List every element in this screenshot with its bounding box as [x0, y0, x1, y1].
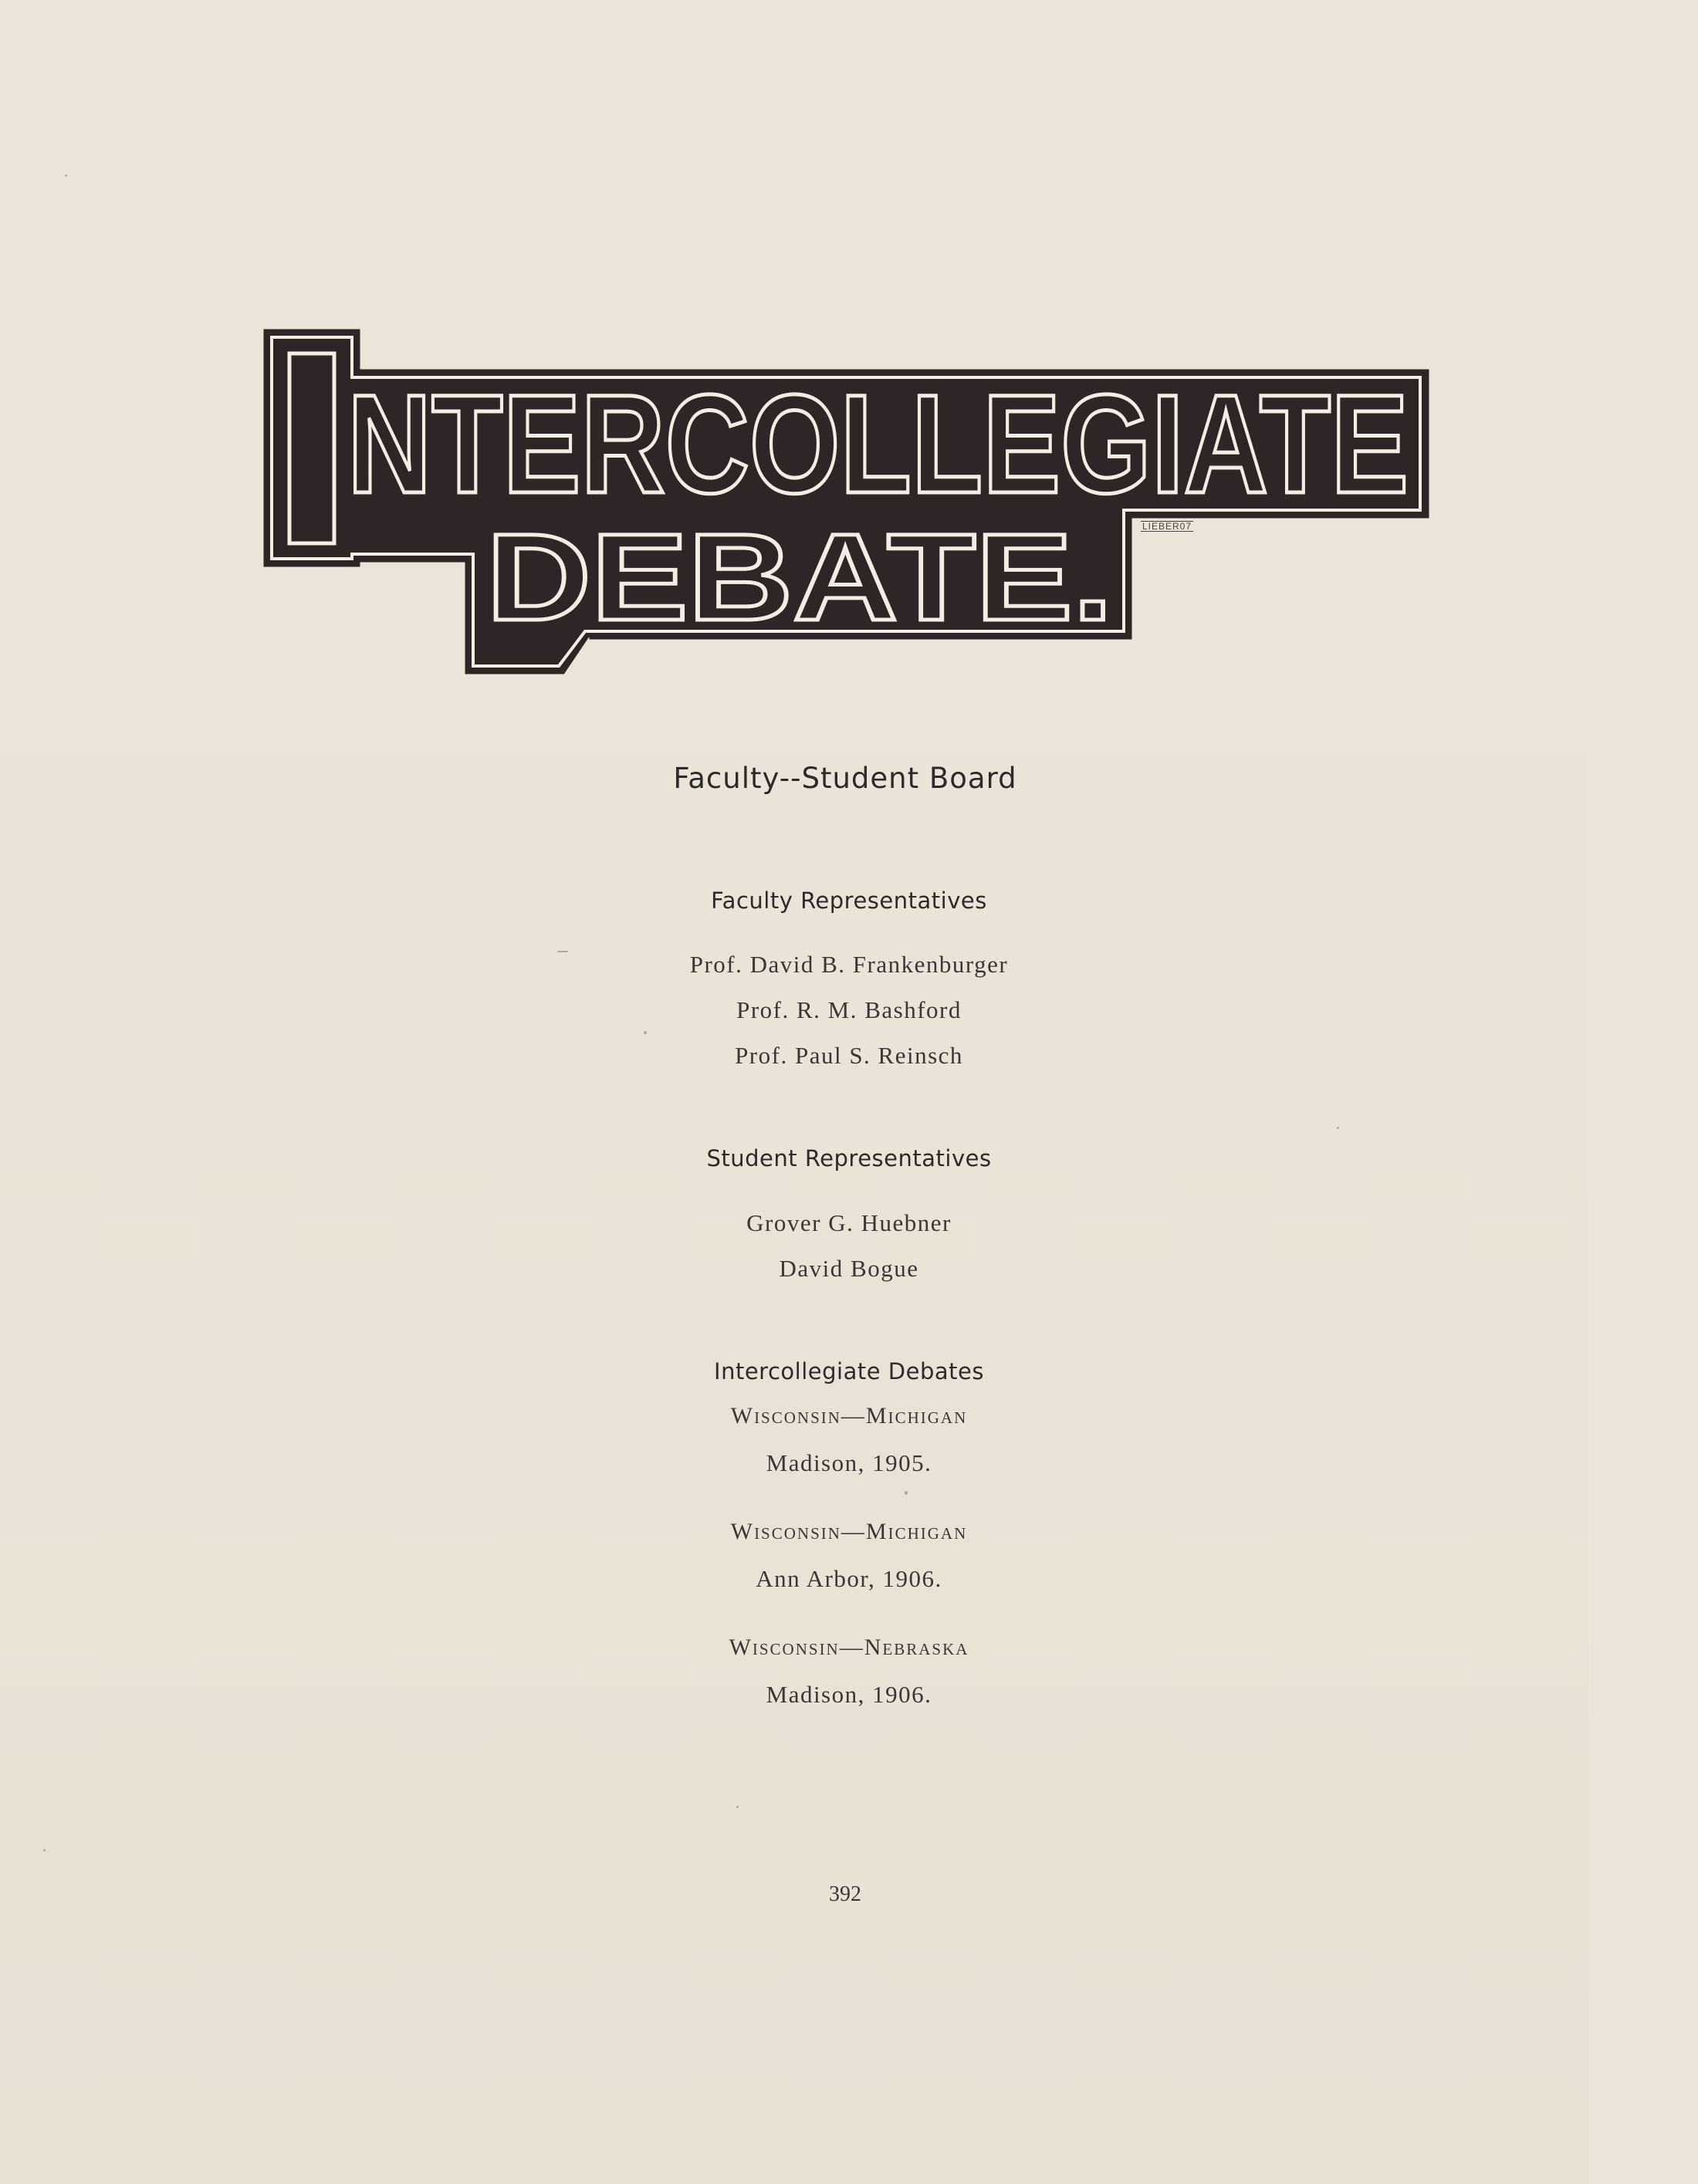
- debates-heading: Intercollegiate Debates: [714, 1358, 984, 1384]
- paper-speck: [736, 1806, 739, 1808]
- banner-line1: NTERCOLLEGIATE: [347, 365, 1409, 522]
- artist-signature: LIEBER07: [1142, 521, 1192, 532]
- faculty-member: Prof. R. M. Bashford: [736, 996, 962, 1023]
- debate-place: Madison, 1906.: [766, 1681, 932, 1708]
- paper-speck: [1337, 1127, 1339, 1129]
- student-heading: Student Representatives: [706, 1145, 992, 1171]
- debate-matchup: Wisconsin—Nebraska: [729, 1635, 969, 1660]
- student-member: Grover G. Huebner: [746, 1209, 952, 1236]
- faculty-member: Prof. David B. Frankenburger: [689, 951, 1009, 978]
- paper-speck: [43, 1849, 46, 1851]
- debate-matchup: Wisconsin—Michigan: [730, 1519, 968, 1544]
- debate-place: Ann Arbor, 1906.: [756, 1565, 942, 1592]
- faculty-member: Prof. Paul S. Reinsch: [735, 1042, 963, 1069]
- debate-place: Madison, 1905.: [766, 1449, 932, 1476]
- paper-speck: [65, 174, 67, 177]
- paper-speck: [905, 1491, 908, 1495]
- banner-graphic: [262, 328, 1432, 675]
- intercollegiate-debate-banner: [262, 328, 1432, 675]
- paper-speck: [644, 1031, 647, 1034]
- banner-line2: DEBATE.: [486, 508, 1113, 646]
- page-number: 392: [829, 1882, 861, 1906]
- student-member: David Bogue: [779, 1255, 919, 1282]
- debate-matchup: Wisconsin—Michigan: [730, 1403, 968, 1428]
- faculty-heading: Faculty Representatives: [711, 887, 987, 914]
- board-title: Faculty--Student Board: [673, 762, 1017, 795]
